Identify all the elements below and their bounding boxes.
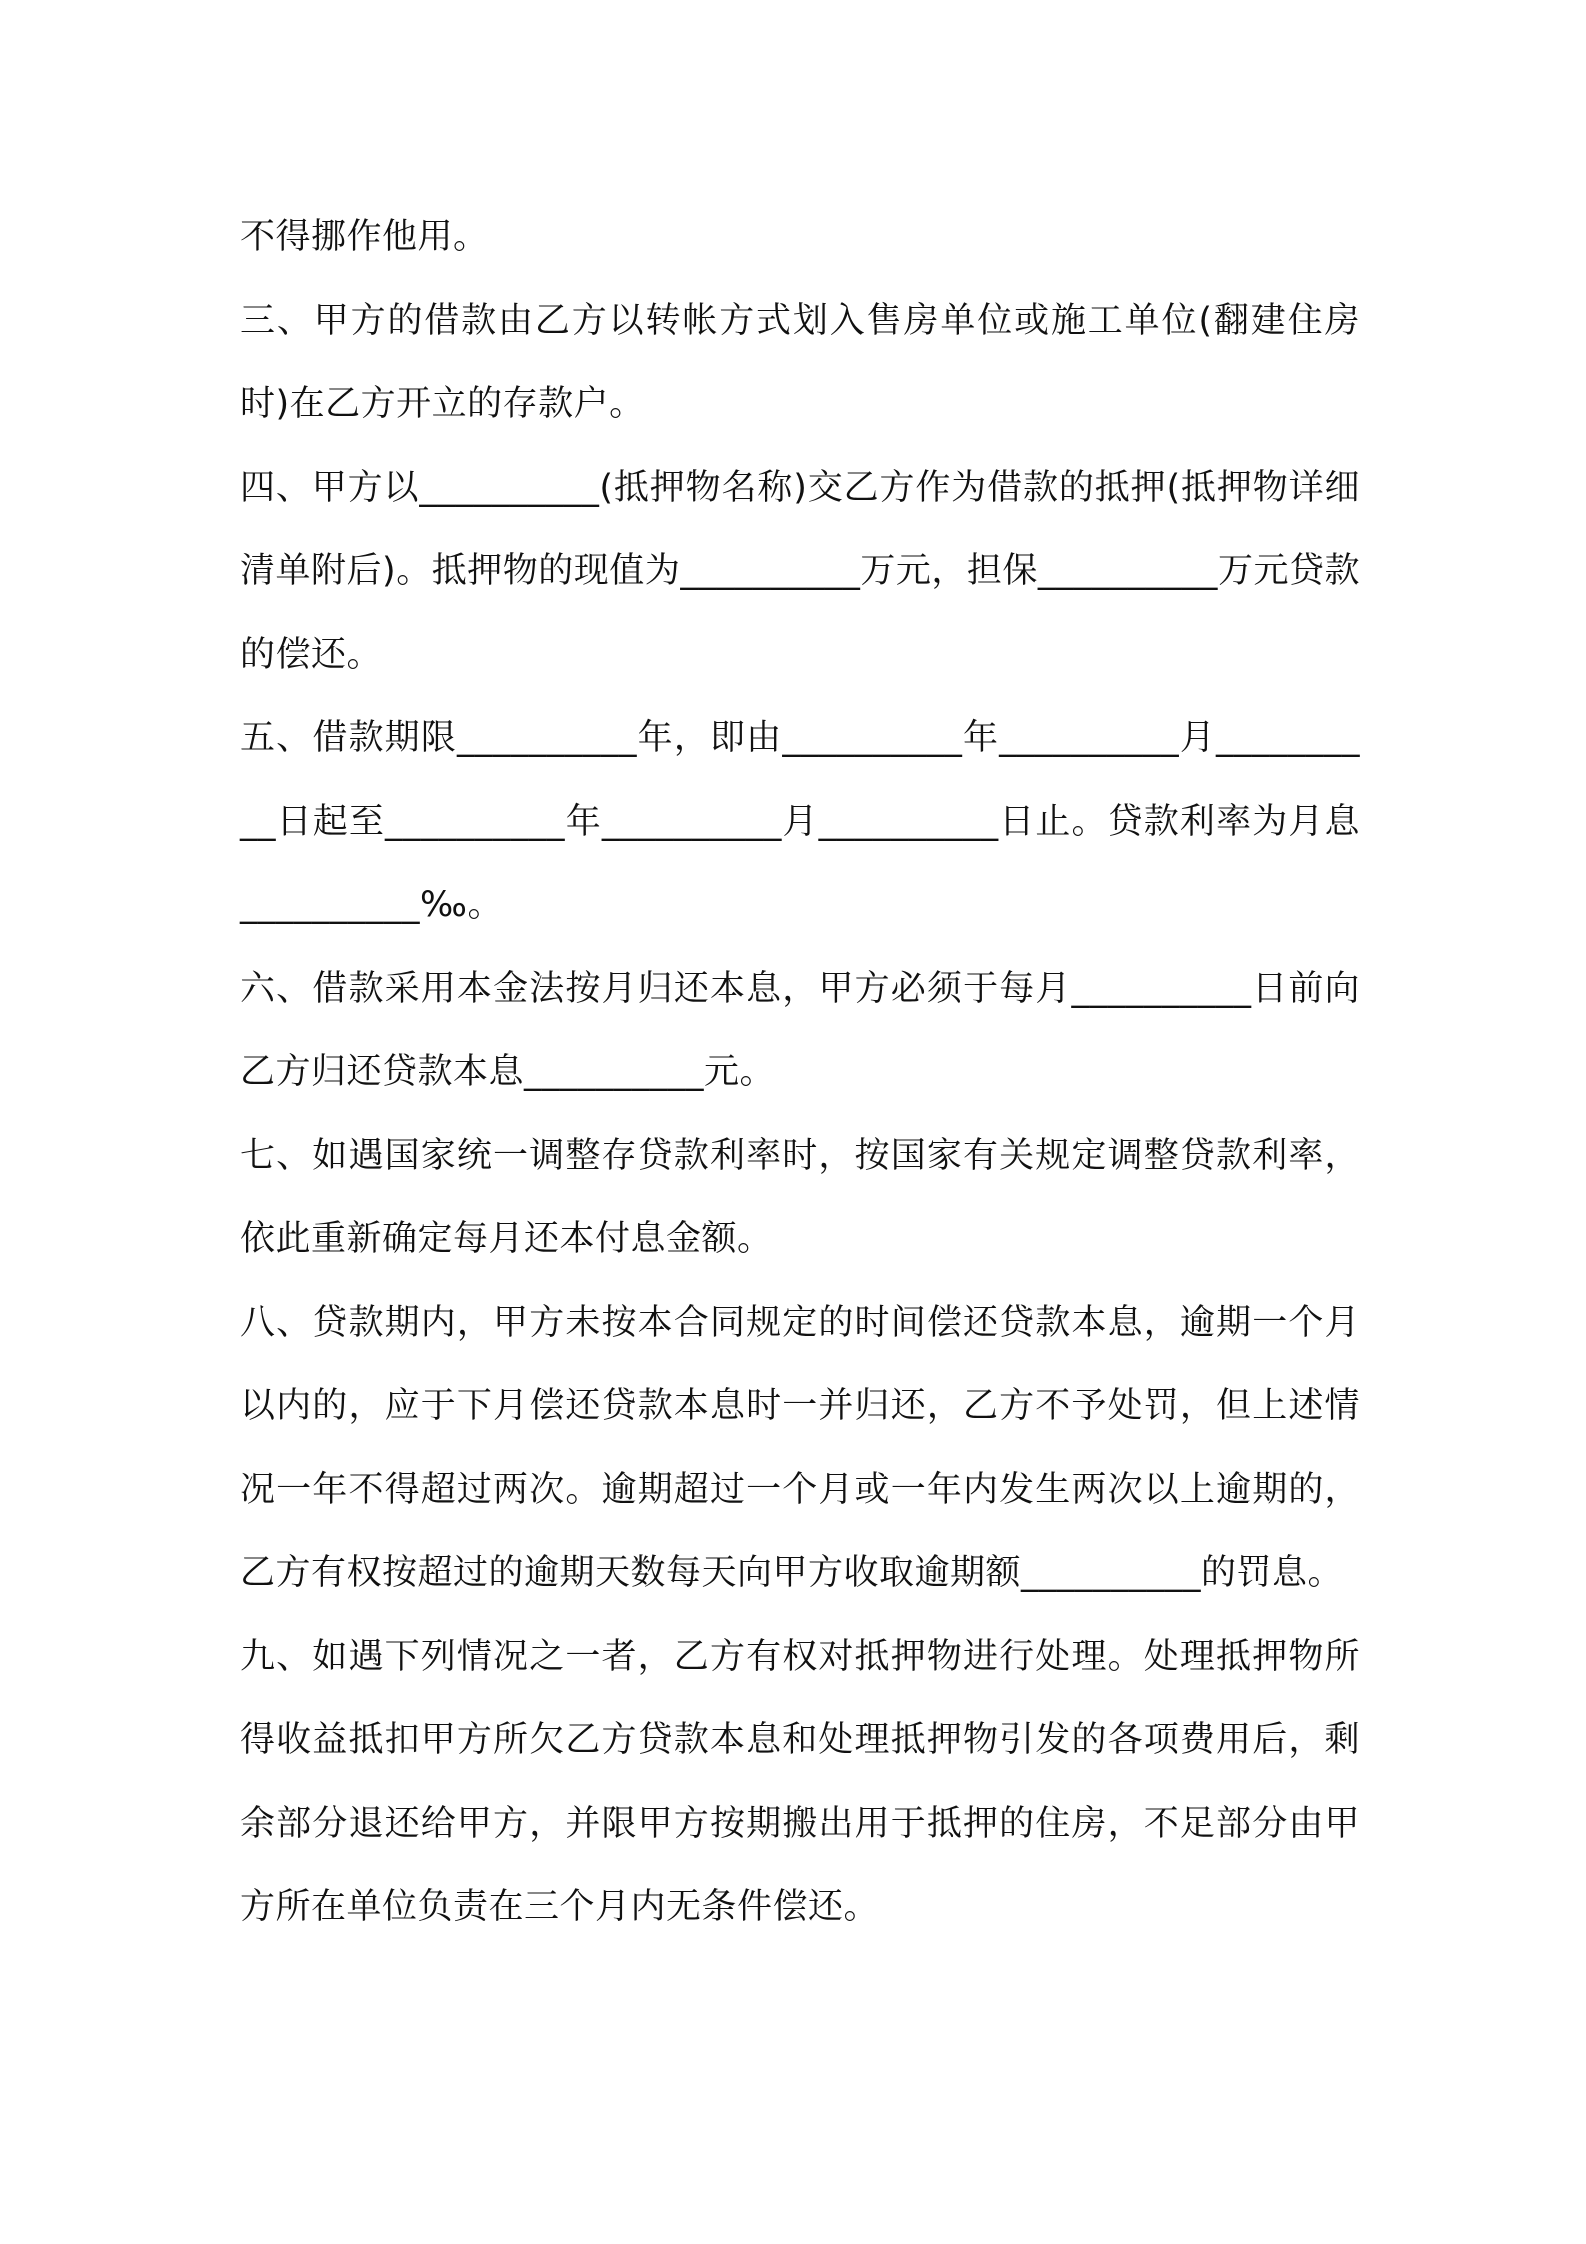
clause-6-paragraph: 六、借款采用本金法按月归还本息，甲方必须于每月__________日前向乙方归还贷款本息__________元。 [240,968,1360,1092]
paragraph-continuation: 不得挪作他用。 [240,217,489,257]
clause-9-paragraph: 九、如遇下列情况之一者，乙方有权对抵押物进行处理。处理抵押物所得收益抵扣甲方所欠乙方贷款本息和处理抵押物引发的各项费用后，剩余部分退还给甲方，并限甲方按期搬出用于抵押的住房，不足部分由甲方所在单位负责在三个月内无条件偿还。 [240,1636,1360,1927]
clause-7-paragraph: 七、如遇国家统一调整存贷款利率时，按国家有关规定调整贷款利率，依此重新确定每月还本付息金额。 [240,1135,1360,1259]
clause-8-paragraph: 八、贷款期内，甲方未按本合同规定的时间偿还贷款本息，逾期一个月以内的，应于下月偿还贷款本息时一并归还，乙方不予处罚，但上述情况一年不得超过两次。逾期超过一个月或一年内发生两次以上逾期的，乙方有权按超过的逾期天数每天向甲方收取逾期额__________的罚息。 [240,1302,1360,1593]
clause-5-paragraph: 五、借款期限__________年，即由__________年__________月__________日起至__________年__________月__________日止。贷款利率为月息__________‰。 [240,718,1360,925]
clause-4-paragraph: 四、甲方以__________(抵押物名称)交乙方作为借款的抵押(抵押物详细清单附后)。抵押物的现值为__________万元，担保__________万元贷款的偿还。 [240,467,1360,675]
clause-3-paragraph: 三、甲方的借款由乙方以转帐方式划入售房单位或施工单位(翻建住房时)在乙方开立的存款户。 [240,300,1360,424]
contract-body [240,196,1360,1950]
